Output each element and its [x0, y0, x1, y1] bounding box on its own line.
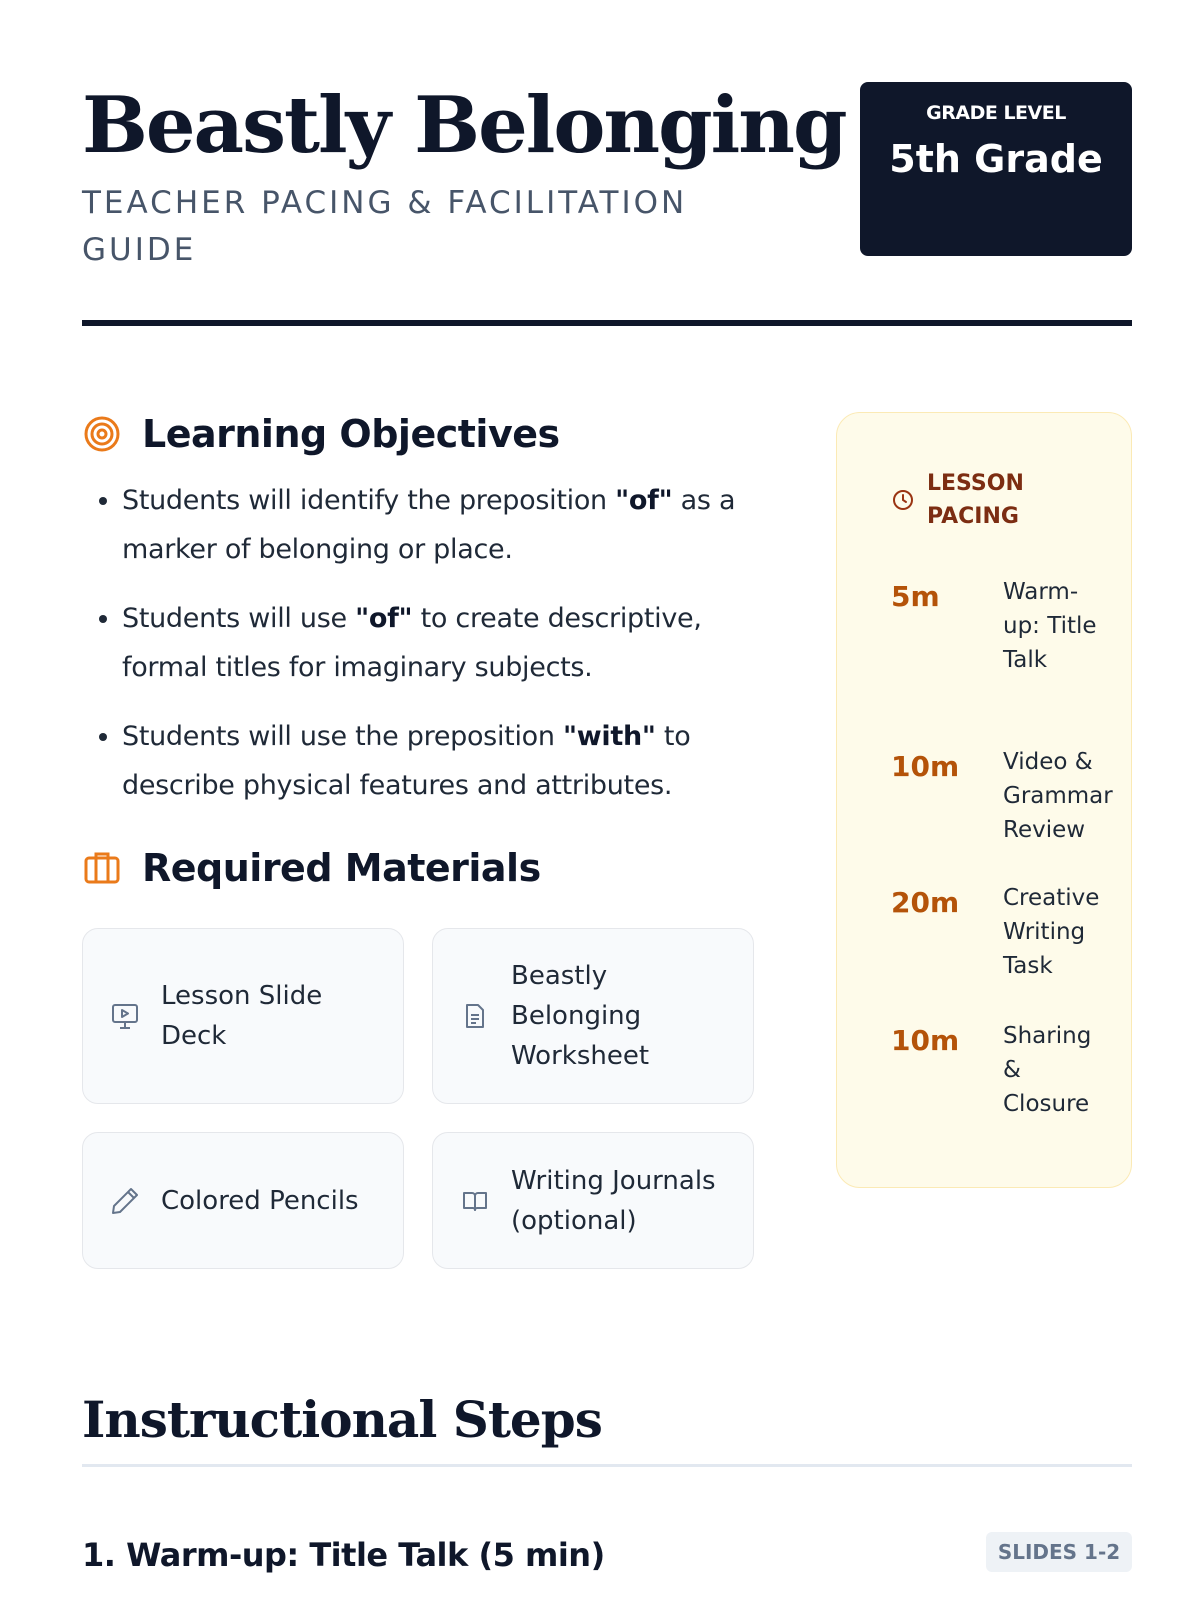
objective-item: • Students will identify the preposition "of" as a marker of belonging or place.: [122, 476, 762, 574]
material-card-slide-deck: [82, 928, 404, 1104]
page-subtitle: TEACHER PACING & FACILITATION GUIDE: [82, 185, 688, 268]
objective-item: • Students will use the preposition "with" to describe physical features and attributes.: [122, 712, 762, 810]
materials-grid: [82, 928, 762, 1269]
pacing-heading: LESSON PACING: [927, 471, 1024, 529]
pacing-label: Creative Writing Task: [1003, 885, 1100, 979]
briefcase-icon: [82, 848, 122, 888]
objectives-header: [82, 410, 762, 458]
page-header: [82, 80, 1132, 326]
materials-heading: Required Materials: [142, 846, 541, 890]
objectives-heading: Learning Objectives: [142, 412, 560, 456]
pacing-row: [891, 745, 1113, 847]
pencil-icon: [109, 1185, 141, 1217]
document-icon: [459, 1000, 491, 1032]
target-icon: [82, 414, 122, 454]
material-label: Colored Pencils: [161, 1185, 359, 1216]
header-divider: [82, 320, 1132, 326]
pacing-row: [891, 881, 1113, 983]
materials-header: [82, 844, 762, 892]
pacing-label: Sharing & Closure: [1003, 1023, 1092, 1117]
material-label: Beastly Belonging Worksheet: [511, 961, 650, 1071]
material-label: Lesson Slide Deck: [161, 981, 323, 1051]
objective-item: • Students will use "of" to create descriptive, formal titles for imaginary subjects.: [122, 594, 762, 692]
pacing-label: Video & Grammar Review: [1003, 749, 1113, 843]
slides-badge: SLIDES 1-2: [986, 1532, 1132, 1572]
grade-level-value: 5th Grade: [889, 137, 1103, 181]
step-title: 1. Warm-up: Title Talk (5 min): [82, 1536, 605, 1574]
clock-icon: [891, 488, 915, 512]
material-card-colored-pencils: [82, 1132, 404, 1269]
material-card-worksheet: [432, 928, 754, 1104]
grade-level-label: GRADE LEVEL: [926, 102, 1066, 124]
step-header: [82, 1532, 1132, 1580]
book-icon: [459, 1185, 491, 1217]
pacing-row: [891, 575, 1113, 677]
grade-level-badge: [860, 82, 1132, 256]
instructional-steps-heading: Instructional Steps: [82, 1390, 602, 1449]
pacing-time: 5m: [891, 580, 940, 613]
lesson-pacing-panel: [836, 412, 1132, 1188]
page-title: Beastly Belonging: [82, 80, 846, 171]
pacing-row: [891, 1019, 1113, 1121]
pacing-time: 20m: [891, 886, 960, 919]
steps-divider: [82, 1464, 1132, 1467]
objectives-list: [82, 476, 762, 810]
main-column: [82, 410, 762, 1269]
presentation-icon: [109, 1000, 141, 1032]
pacing-time: 10m: [891, 750, 960, 783]
pacing-header: [891, 467, 1037, 533]
material-card-writing-journals: [432, 1132, 754, 1269]
pacing-label: Warm-up: Title Talk: [1003, 579, 1097, 673]
material-label: Writing Journals (optional): [511, 1165, 716, 1236]
pacing-time: 10m: [891, 1024, 960, 1057]
